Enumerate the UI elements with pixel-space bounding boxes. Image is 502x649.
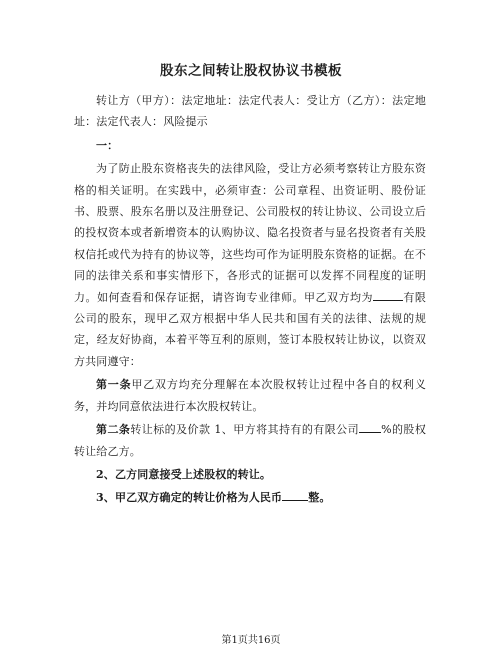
item-two: 2、乙方同意接受上述股权的转让。 xyxy=(96,467,272,481)
article-one-text: 甲乙双方均充分理解在本次股权转让过程中各自的权利义务，并均同意依法进行本次股权转让。 xyxy=(74,378,427,413)
intro-text-a: 为了防止股东资格丧失的法律风险，受让方必须考察转让方股东资格的相关证明。在实践中，必须审查：公司章程、出资证明、股份证书、股票、股东名册以及注册登记、公司股权的转让协议、公司设立后的投权资本或者新增资本的认购协议、隐名投资者与显名投资者有关股权信托或代为持有的协议等，这些均可作为证明股东资格的证据。在不同的法律关系和事实情形下，各形式的证据可以发挥不同程度的证明力。如何查看和保存证据，请咨询专业律师。甲乙双方均为 xyxy=(74,162,426,304)
document-body xyxy=(74,90,426,511)
item-three-text-a: 3、甲乙双方确定的转让价格为人民币 xyxy=(96,491,283,505)
share-percent-blank xyxy=(359,420,381,433)
intro-text-b: 有限公司的股东，现甲乙双方根据中华人民共和国有关的法律、法规的规定，经友好协商，本着平等互利的原则，签订本股权转让协议，以资双方共同遵守： xyxy=(74,290,426,368)
article-two-text-a: 转让标的及价款 1、甲方将其持有的有限公司 xyxy=(130,423,360,437)
article-two-text-b: %的股权转让给乙方。 xyxy=(74,423,426,458)
company-name-blank xyxy=(373,288,403,301)
parties-line: 转让方（甲方）：法定地址：法定代表人：受让方（乙方）：法定地址：法定代表人：风险提示 xyxy=(74,94,426,129)
article-two-label: 第二条 xyxy=(96,423,131,437)
article-one xyxy=(74,374,426,417)
price-blank xyxy=(282,488,308,501)
item-three-text-b: 整。 xyxy=(308,491,331,505)
intro-paragraph xyxy=(74,158,426,372)
item-three xyxy=(74,487,426,508)
article-two xyxy=(74,419,426,462)
article-one-label: 第一条 xyxy=(96,378,132,392)
page-indicator: 第1页共16页 xyxy=(221,635,281,646)
document-title: 股东之间转让股权协议书模板 xyxy=(160,63,342,79)
section-one-heading: 一： xyxy=(96,138,119,152)
